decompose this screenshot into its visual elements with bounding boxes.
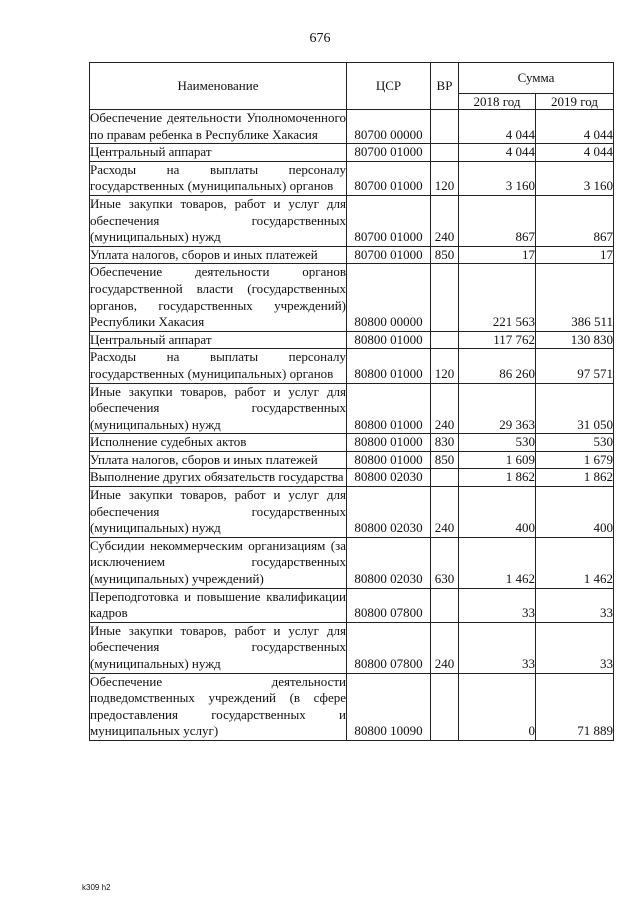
row-sum-2019: 71 889 [536, 673, 614, 740]
row-sum-2018: 117 762 [459, 331, 536, 349]
row-sum-2018: 3 160 [459, 161, 536, 195]
row-sum-2019: 17 [536, 246, 614, 264]
header-vr: ВР [431, 63, 459, 110]
row-sum-2019: 31 050 [536, 383, 614, 434]
table-row [90, 673, 614, 740]
row-vr: 850 [431, 246, 459, 264]
table-body [90, 110, 614, 741]
row-sum-2019: 33 [536, 622, 614, 673]
row-csr: 80800 02030 [347, 487, 431, 538]
row-vr: 240 [431, 195, 459, 246]
row-sum-2018: 1 462 [459, 537, 536, 588]
table-row [90, 588, 614, 622]
table-row [90, 331, 614, 349]
page-number: 676 [309, 31, 331, 46]
row-sum-2019: 530 [536, 434, 614, 452]
row-csr: 80700 01000 [347, 246, 431, 264]
row-sum-2019: 4 044 [536, 144, 614, 162]
row-csr: 80700 01000 [347, 161, 431, 195]
row-sum-2019: 1 679 [536, 451, 614, 469]
row-sum-2018: 1 862 [459, 469, 536, 487]
row-name: Обеспечение деятельности подведомственных учреждений (в сфере предоставления государственных и муниципальных услуг) [90, 673, 347, 740]
row-csr: 80800 07800 [347, 588, 431, 622]
row-name: Центральный аппарат [90, 331, 347, 349]
row-csr: 80800 02030 [347, 469, 431, 487]
header-name: Наименование [90, 63, 347, 110]
header-sum: Сумма [459, 63, 614, 94]
table-row [90, 383, 614, 434]
row-csr: 80700 00000 [347, 110, 431, 144]
row-sum-2018: 33 [459, 622, 536, 673]
row-csr: 80800 01000 [347, 331, 431, 349]
row-sum-2019: 386 511 [536, 264, 614, 331]
row-name: Расходы на выплаты персоналу государственных (муниципальных) органов [90, 349, 347, 383]
row-name: Переподготовка и повышение квалификации кадров [90, 588, 347, 622]
row-sum-2018: 29 363 [459, 383, 536, 434]
row-sum-2018: 400 [459, 487, 536, 538]
row-name: Иные закупки товаров, работ и услуг для обеспечения государственных (муниципальных) нужд [90, 195, 347, 246]
row-name: Обеспечение деятельности органов государственной власти (государственных органов, государственных учреждений) Республики Хакасия [90, 264, 347, 331]
row-vr: 240 [431, 487, 459, 538]
row-name: Центральный аппарат [90, 144, 347, 162]
row-sum-2019: 130 830 [536, 331, 614, 349]
table-row [90, 434, 614, 452]
footer-code: k309 h2 [82, 883, 111, 892]
row-csr: 80800 02030 [347, 537, 431, 588]
row-sum-2018: 867 [459, 195, 536, 246]
row-sum-2018: 4 044 [459, 110, 536, 144]
row-sum-2019: 97 571 [536, 349, 614, 383]
row-sum-2018: 221 563 [459, 264, 536, 331]
row-name: Уплата налогов, сборов и иных платежей [90, 451, 347, 469]
row-csr: 80800 00000 [347, 264, 431, 331]
row-vr: 240 [431, 383, 459, 434]
row-vr [431, 110, 459, 144]
row-name: Уплата налогов, сборов и иных платежей [90, 246, 347, 264]
table-row [90, 349, 614, 383]
row-sum-2018: 33 [459, 588, 536, 622]
row-csr: 80700 01000 [347, 144, 431, 162]
row-sum-2019: 33 [536, 588, 614, 622]
row-csr: 80800 01000 [347, 451, 431, 469]
row-vr: 830 [431, 434, 459, 452]
row-csr: 80800 01000 [347, 434, 431, 452]
row-sum-2019: 3 160 [536, 161, 614, 195]
row-csr: 80800 10090 [347, 673, 431, 740]
header-csr: ЦСР [347, 63, 431, 110]
row-csr: 80800 01000 [347, 349, 431, 383]
table-row [90, 144, 614, 162]
row-name: Выполнение других обязательств государства [90, 469, 347, 487]
row-csr: 80800 07800 [347, 622, 431, 673]
row-name: Иные закупки товаров, работ и услуг для обеспечения государственных (муниципальных) нужд [90, 487, 347, 538]
row-name: Исполнение судебных актов [90, 434, 347, 452]
row-vr: 240 [431, 622, 459, 673]
row-sum-2018: 17 [459, 246, 536, 264]
row-vr [431, 331, 459, 349]
row-vr [431, 673, 459, 740]
row-csr: 80700 01000 [347, 195, 431, 246]
row-sum-2019: 1 462 [536, 537, 614, 588]
row-sum-2019: 867 [536, 195, 614, 246]
row-vr: 120 [431, 349, 459, 383]
row-name: Обеспечение деятельности Уполномоченного по правам ребенка в Республике Хакасия [90, 110, 347, 144]
row-vr: 630 [431, 537, 459, 588]
budget-table [89, 62, 614, 741]
table-row [90, 451, 614, 469]
row-sum-2019: 400 [536, 487, 614, 538]
row-name: Субсидии некоммерческим организациям (за исключением государственных (муниципальных) учреждений) [90, 537, 347, 588]
table-row [90, 246, 614, 264]
row-name: Расходы на выплаты персоналу государственных (муниципальных) органов [90, 161, 347, 195]
table-row [90, 469, 614, 487]
row-sum-2018: 86 260 [459, 349, 536, 383]
row-vr: 850 [431, 451, 459, 469]
row-sum-2018: 1 609 [459, 451, 536, 469]
table-row [90, 195, 614, 246]
header-year-2019: 2019 год [536, 94, 614, 110]
row-vr: 120 [431, 161, 459, 195]
row-vr [431, 588, 459, 622]
header-year-2018: 2018 год [459, 94, 536, 110]
table-row [90, 110, 614, 144]
row-vr [431, 469, 459, 487]
table-row [90, 537, 614, 588]
row-name: Иные закупки товаров, работ и услуг для обеспечения государственных (муниципальных) нужд [90, 622, 347, 673]
row-sum-2019: 4 044 [536, 110, 614, 144]
row-sum-2018: 0 [459, 673, 536, 740]
row-vr [431, 264, 459, 331]
table-row [90, 622, 614, 673]
table-row [90, 161, 614, 195]
row-vr [431, 144, 459, 162]
table-row [90, 487, 614, 538]
table-row [90, 264, 614, 331]
row-sum-2019: 1 862 [536, 469, 614, 487]
row-name: Иные закупки товаров, работ и услуг для обеспечения государственных (муниципальных) нужд [90, 383, 347, 434]
row-sum-2018: 530 [459, 434, 536, 452]
row-csr: 80800 01000 [347, 383, 431, 434]
row-sum-2018: 4 044 [459, 144, 536, 162]
